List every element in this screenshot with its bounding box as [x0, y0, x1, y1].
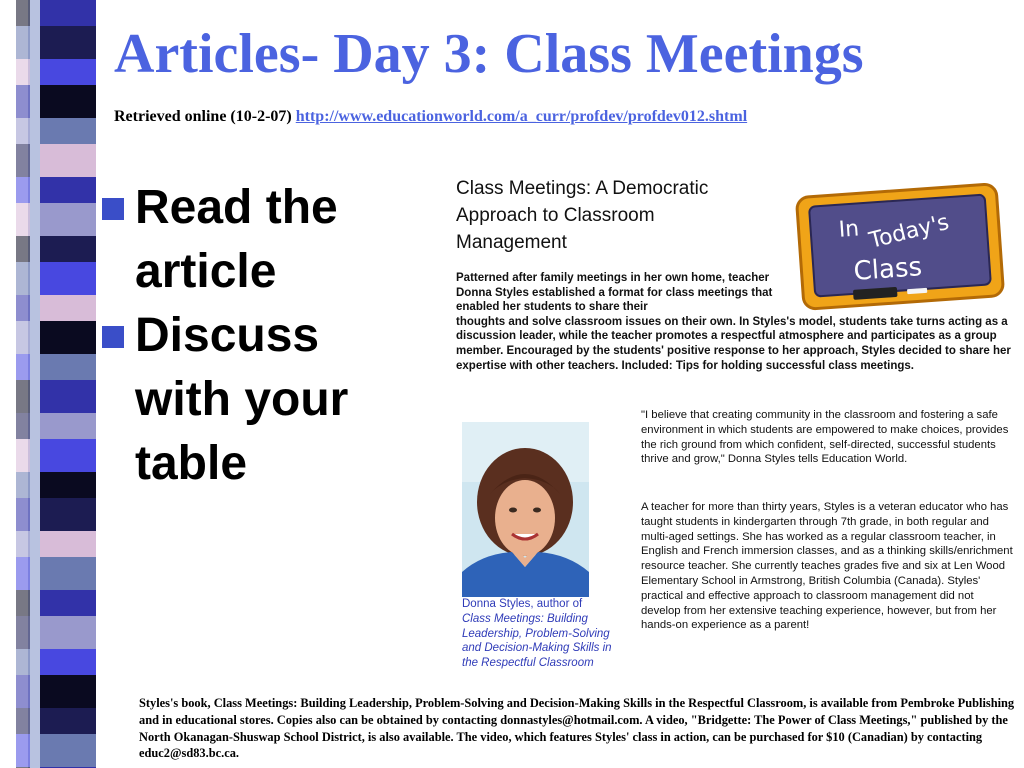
photo-caption — [462, 597, 612, 671]
article-footer: Styles's book, Class Meetings: Building Leadership, Problem-Solving and Decision-Making Skills in the Respectful Classroom, is available from Pembroke Publishing and in educational stores. Copies also can be obtained by contacting donnastyles@hotmail.com. A video, "Bridgette: The Power of Class Meetings," published by the North Okanagan-Shuswap School District, is also available. The video, which features Styles' class in action, can be purchased for $10 (Canadian) by contacting educ2@sd83.bc.ca. — [139, 696, 1015, 761]
chalkboard-text-3: Class — [852, 252, 923, 287]
chalkboard-image — [792, 180, 1024, 312]
source-label: Retrieved online (10-2-07) — [114, 108, 292, 125]
left-decorative-stripe — [0, 0, 100, 768]
author-photo — [462, 422, 589, 597]
bullet-square-icon — [102, 326, 124, 348]
article-bio: A teacher for more than thirty years, Styles is a veteran educator who has taught students in kindergarten through 7th grade, in both regular and multi-aged settings. She has worked as a regular classroom teacher, in English and French immersion classes, and as a thinking skills/enrichment resource teacher. She currently teaches grades five and six at Len Wood Elementary School in Armstrong, British Columbia (Canada). Styles' practical and effective approach to classroom management did not develop from her extensive teaching experience, however, but from her hands-on experience as a parent! — [641, 501, 1013, 632]
bullet-square-icon — [102, 198, 124, 220]
article-title: Class Meetings: A Democratic Approach to Classroom Management — [456, 178, 709, 253]
bullet-text: Discuss with your table — [135, 309, 349, 490]
article-intro-rest: thoughts and solve classroom issues on their own. In Styles's model, students take turns acting as a discussion leader, while the teacher promotes a respectful atmosphere and participates as a group member. Encouraged by the students' positive response to her approach, Styles decided to share her expertise with other teachers. Included: Tips for holding successful class meetings. — [456, 315, 1011, 372]
bullet-discuss — [100, 304, 400, 496]
caption-book-title: Class Meetings: Building Leadership, Problem-Solving and Decision-Making Skills in the Respectful Classroom — [462, 612, 612, 670]
bullet-list — [100, 176, 400, 496]
bullet-text: Read the article — [135, 181, 338, 298]
article-intro-top: Patterned after family meetings in her own home, teacher Donna Styles established a format for class meetings that enabled her students to share their — [456, 272, 773, 314]
source-link[interactable]: http://www.educationworld.com/a_curr/profdev/profdev012.shtml — [295, 108, 748, 125]
slide-title: Articles- Day 3: Class Meetings — [114, 23, 864, 85]
bullet-read-article — [100, 176, 400, 304]
source-line — [114, 108, 747, 126]
chalkboard-text-2: Today's — [866, 209, 952, 254]
article-quote: "I believe that creating community in the classroom and fostering a safe environment in which students are empowered to make choices, provides the rich ground from which confident, self-directed, successful students thrive and grow," Donna Styles tells Education World. — [641, 409, 1009, 466]
chalkboard-text-1: In — [837, 216, 860, 243]
caption-name: Donna Styles, author of — [462, 598, 583, 610]
